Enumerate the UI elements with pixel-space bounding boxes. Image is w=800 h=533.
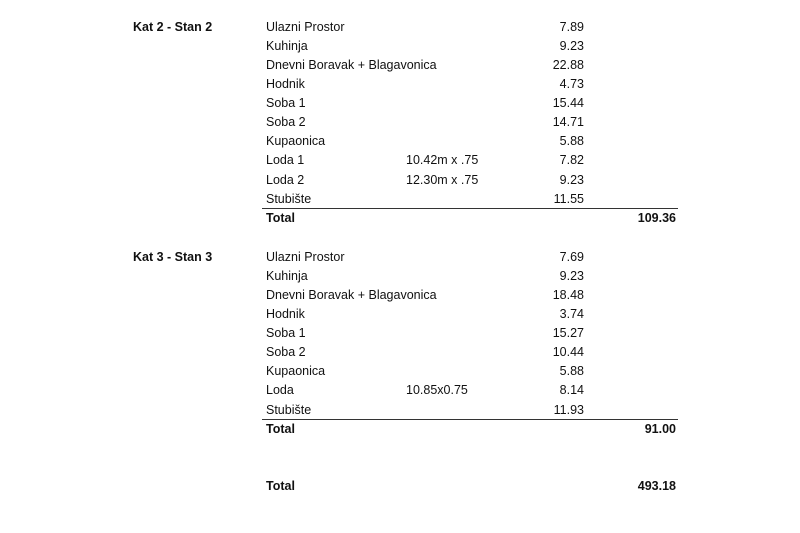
table-row bbox=[0, 364, 800, 383]
grand-total-label: Total bbox=[266, 479, 295, 493]
room-name: Kupaonica bbox=[266, 134, 326, 148]
room-area: 18.48 bbox=[552, 288, 584, 302]
room-name: Kupaonica bbox=[266, 364, 326, 378]
table-row bbox=[0, 134, 800, 153]
room-name: Soba 2 bbox=[266, 115, 306, 129]
room-area: 15.44 bbox=[552, 96, 584, 110]
room-name: Stubište bbox=[266, 192, 312, 206]
section-total-row bbox=[0, 422, 800, 441]
room-name: Dnevni Boravak + Blagavonica bbox=[266, 288, 437, 302]
room-area: 22.88 bbox=[552, 58, 584, 72]
room-dimensions: 10.85x0.75 bbox=[406, 383, 468, 397]
room-name: Stubište bbox=[266, 403, 312, 417]
room-name: Ulazni Prostor bbox=[266, 250, 345, 264]
room-dimensions: 10.42m x .75 bbox=[406, 153, 479, 167]
room-area: 7.82 bbox=[559, 153, 584, 167]
table-row bbox=[0, 307, 800, 326]
total-label: Total bbox=[266, 422, 295, 436]
room-name: Loda bbox=[266, 383, 294, 397]
room-name: Soba 2 bbox=[266, 345, 306, 359]
room-name: Hodnik bbox=[266, 307, 305, 321]
table-row bbox=[0, 326, 800, 345]
table-row bbox=[0, 288, 800, 307]
room-name: Kuhinja bbox=[266, 39, 308, 53]
table-row bbox=[0, 383, 800, 402]
room-name: Hodnik bbox=[266, 77, 305, 91]
total-value: 109.36 bbox=[637, 211, 676, 225]
room-area: 8.14 bbox=[559, 383, 584, 397]
total-label: Total bbox=[266, 211, 295, 225]
table-row bbox=[0, 58, 800, 77]
table-row bbox=[0, 115, 800, 134]
room-name: Kuhinja bbox=[266, 269, 308, 283]
room-name: Loda 1 bbox=[266, 153, 305, 167]
room-area: 9.23 bbox=[559, 173, 584, 187]
total-divider bbox=[262, 419, 678, 420]
room-area: 11.93 bbox=[553, 403, 584, 417]
section-label: Kat 2 - Stan 2 bbox=[133, 20, 213, 34]
table-row bbox=[0, 77, 800, 96]
room-name: Soba 1 bbox=[266, 96, 306, 110]
room-name: Ulazni Prostor bbox=[266, 20, 345, 34]
room-name: Soba 1 bbox=[266, 326, 306, 340]
table-row bbox=[0, 345, 800, 364]
room-area: 4.73 bbox=[559, 77, 584, 91]
room-area: 9.23 bbox=[559, 39, 584, 53]
room-dimensions: 12.30m x .75 bbox=[406, 173, 479, 187]
section-label: Kat 3 - Stan 3 bbox=[133, 250, 213, 264]
grand-total-row bbox=[0, 479, 800, 498]
table-row bbox=[0, 96, 800, 115]
room-name: Dnevni Boravak + Blagavonica bbox=[266, 58, 437, 72]
total-value: 91.00 bbox=[644, 422, 676, 436]
room-area: 7.69 bbox=[559, 250, 584, 264]
room-area: 11.55 bbox=[553, 192, 584, 206]
table-row bbox=[0, 39, 800, 58]
room-area: 3.74 bbox=[559, 307, 584, 321]
grand-total-value: 493.18 bbox=[637, 479, 676, 493]
table-row bbox=[0, 173, 800, 192]
room-area: 7.89 bbox=[559, 20, 584, 34]
table-row bbox=[0, 153, 800, 172]
table-row bbox=[0, 269, 800, 288]
room-area: 10.44 bbox=[552, 345, 584, 359]
table-row bbox=[0, 250, 800, 269]
table-row bbox=[0, 20, 800, 39]
room-area: 15.27 bbox=[552, 326, 584, 340]
section-total-row bbox=[0, 211, 800, 230]
room-area: 14.71 bbox=[552, 115, 584, 129]
room-name: Loda 2 bbox=[266, 173, 305, 187]
room-area: 5.88 bbox=[559, 364, 584, 378]
room-area: 9.23 bbox=[559, 269, 584, 283]
total-divider bbox=[262, 208, 678, 209]
room-area: 5.88 bbox=[559, 134, 584, 148]
